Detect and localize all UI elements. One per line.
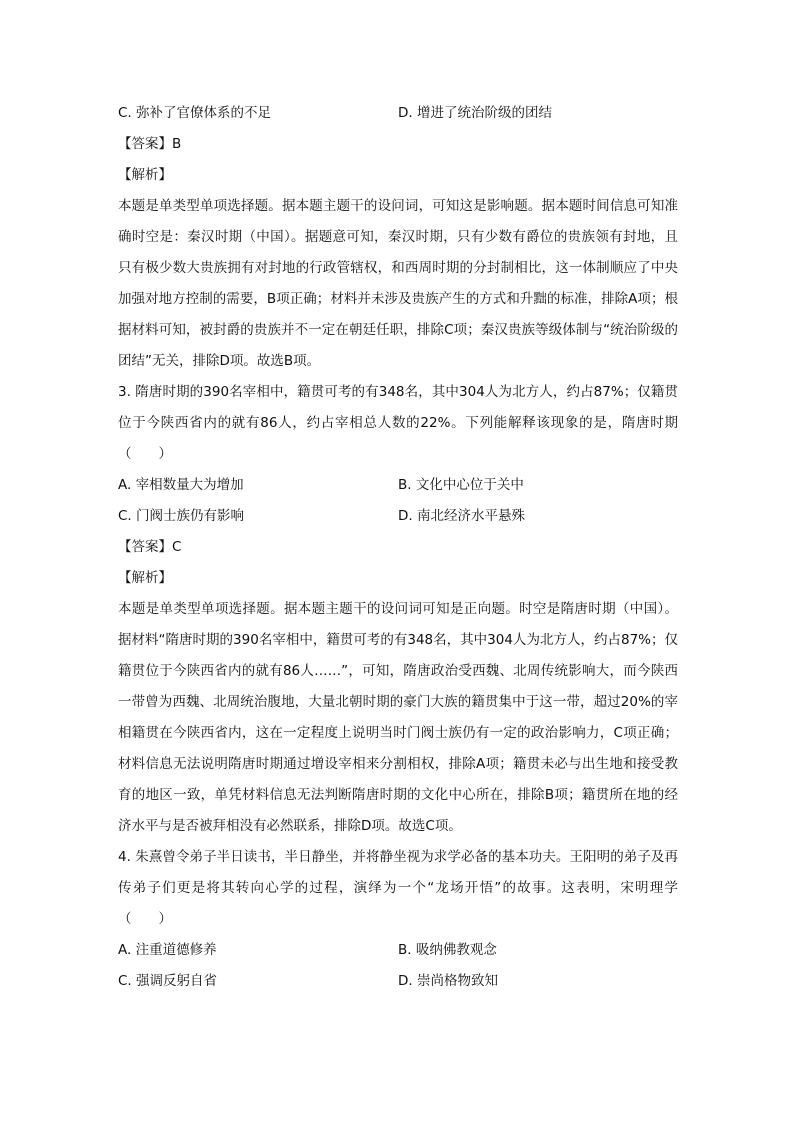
q4-option-b: B. 吸纳佛教观念 xyxy=(398,942,497,958)
q3-answer: 【答案】C xyxy=(118,539,182,555)
q4-option-d: D. 崇尚格物致知 xyxy=(398,973,498,989)
q3-analysis: 本题是单类型单项选择题。据本题主题干的设问词可知是正向题。时空是隋唐时期（中国）。据材料“隋唐时期的390名宰相中，籍贯可考的有348名，其中304人为北方人，约占87%；仅籍贯位于今陕西省内的就有86人……”，可知，隋唐政治受西魏、北周传统影响大，而今陕西一带曾为西魏、北周统治腹地，大量北朝时期的豪门大族的籍贯集中于这一带，超过20%的宰相籍贯在今陕西省内，这在一定程度上说明当时门阀士族仍有一定的政治影响力，C项正确；材料信息无法说明隋唐时期通过增设宰相来分割相权，排除A项；籍贯未必与出生地和接受教育的地区一致，单凭材料信息无法判断隋唐时期的文化中心所在，排除B项；籍贯所在地的经济水平与是否被拜相没有必然联系，排除D项。故选C项。 xyxy=(118,601,678,834)
q4-options-row-1 xyxy=(118,935,678,966)
q2-analysis-label: 【解析】 xyxy=(118,167,172,183)
q3-analysis-label: 【解析】 xyxy=(118,570,172,586)
q2-answer: 【答案】B xyxy=(118,136,182,152)
q2-options-row xyxy=(118,98,678,129)
document-page xyxy=(118,98,678,997)
q3-stem: 3. 隋唐时期的390名宰相中，籍贯可考的有348名，其中304人为北方人，约占87%；仅籍贯位于今陕西省内的就有86人，约占宰相总人数的22%。下列能解释该现象的是，隋唐时期（ ） xyxy=(118,384,678,462)
q3-option-c: C. 门阀士族仍有影响 xyxy=(118,508,245,524)
q3-options-row-1 xyxy=(118,470,678,501)
q2-option-c: C. 弥补了官僚体系的不足 xyxy=(118,105,272,121)
q4-options-row-2 xyxy=(118,966,678,997)
q2-option-d: D. 增进了统治阶级的团结 xyxy=(398,105,552,121)
q3-options-row-2 xyxy=(118,501,678,532)
q4-stem: 4. 朱熹曾令弟子半日读书，半日静坐，并将静坐视为求学必备的基本功夫。王阳明的弟子及再传弟子们更是将其转向心学的过程，演绎为一个“龙场开悟”的故事。这表明，宋明理学（ ） xyxy=(118,849,678,927)
q3-option-a: A. 宰相数量大为增加 xyxy=(118,477,244,493)
q4-option-c: C. 强调反躬自省 xyxy=(118,973,218,989)
q3-option-d: D. 南北经济水平悬殊 xyxy=(398,508,525,524)
q2-analysis: 本题是单类型单项选择题。据本题主题干的设问词，可知这是影响题。据本题时间信息可知准确时空是：秦汉时期（中国）。据题意可知，秦汉时期，只有少数有爵位的贵族领有封地，且只有极少数大贵族拥有对封地的行政管辖权，和西周时期的分封制相比，这一体制顺应了中央加强对地方控制的需要，B项正确；材料并未涉及贵族产生的方式和升黜的标准，排除A项；根据材料可知，被封爵的贵族并不一定在朝廷任职，排除C项；秦汉贵族等级体制与“统治阶级的团结”无关，排除D项。故选B项。 xyxy=(118,198,678,369)
q3-option-b: B. 文化中心位于关中 xyxy=(398,477,524,493)
q4-option-a: A. 注重道德修养 xyxy=(118,942,217,958)
